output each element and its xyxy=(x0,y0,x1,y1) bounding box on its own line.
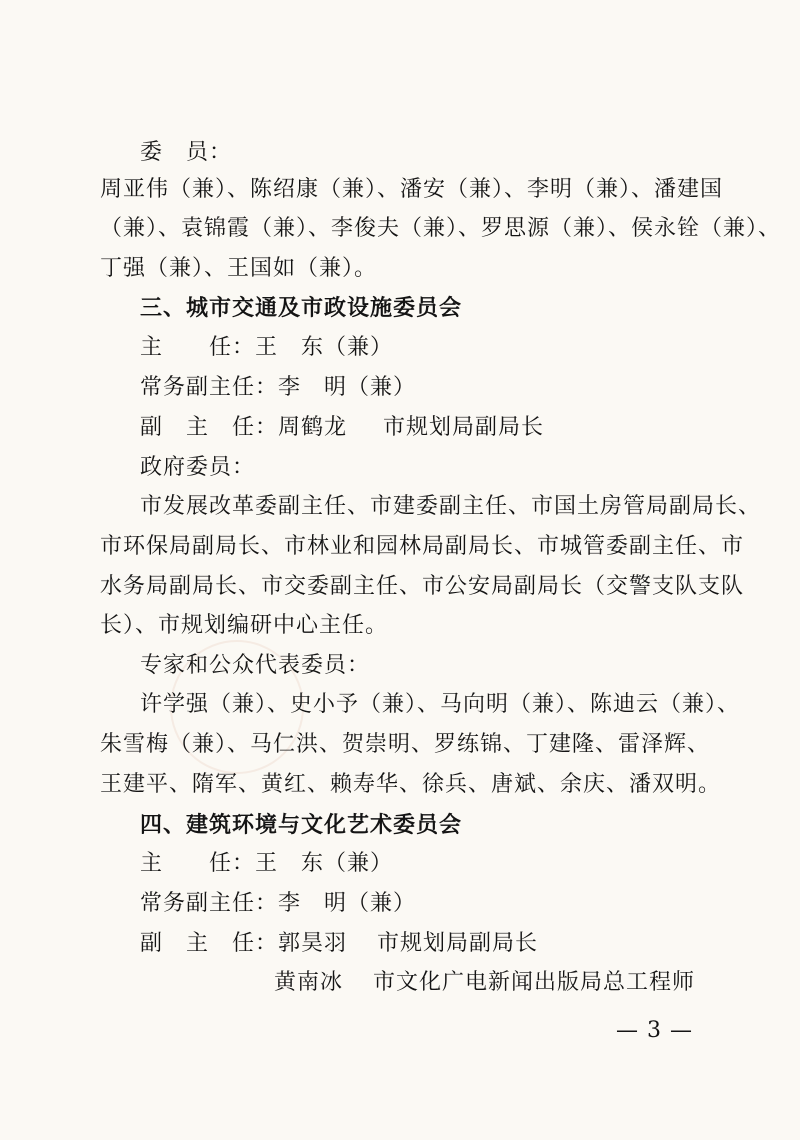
s4-deputy-1-name: 郭昊羽 xyxy=(278,931,348,956)
s3-exec-deputy-row xyxy=(140,373,416,403)
s4-exec-deputy-name: 李 明（兼） xyxy=(278,891,417,916)
s4-exec-deputy-row xyxy=(140,889,416,919)
s3-gov-line-3: 水务局副局长、市交委副主任、市公安局副局长（交警支队支队 xyxy=(100,574,745,599)
section-3-title: 三、城市交通及市政设施委员会 xyxy=(140,295,463,321)
s3-gov-line-1: 市发展改革委副主任、市建委副主任、市国土房管局副局长、 xyxy=(140,494,762,519)
members-label: 委 员： xyxy=(140,140,233,165)
s4-deputy-label: 副 主 任： xyxy=(140,931,279,956)
members-line-3: 丁强（兼）、王国如（兼）。 xyxy=(100,256,378,281)
s3-director-label: 主 任： xyxy=(140,335,256,360)
s3-exec-deputy-name: 李 明（兼） xyxy=(278,375,417,400)
s4-deputy-2-title: 市文化广电新闻出版局总工程师 xyxy=(373,970,696,995)
page-number: — 3 — xyxy=(616,1018,693,1043)
section-4-title: 四、建筑环境与文化艺术委员会 xyxy=(140,812,463,838)
s4-director-label: 主 任： xyxy=(140,851,256,876)
s3-director-name: 王 东（兼） xyxy=(255,335,394,360)
s3-deputy-title: 市规划局副局长 xyxy=(383,415,545,440)
s3-expert-line-1: 许学强（兼）、史小予（兼）、马向明（兼）、陈迪云（兼）、 xyxy=(140,692,741,717)
s3-expert-label: 专家和公众代表委员： xyxy=(140,653,371,678)
s3-gov-line-2: 市环保局副局长、市林业和园林局副局长、市城管委副主任、市 xyxy=(100,534,745,559)
s3-deputy-row xyxy=(140,413,544,443)
s3-expert-line-2: 朱雪梅（兼）、马仁洪、贺崇明、罗练锦、丁建隆、雷泽辉、 xyxy=(100,732,711,757)
s3-gov-line-4: 长）、市规划编研中心主任。 xyxy=(100,613,389,638)
members-line-1: 周亚伟（兼）、陈绍康（兼）、潘安（兼）、李明（兼）、潘建国 xyxy=(100,177,724,202)
s3-exec-deputy-label: 常务副主任： xyxy=(140,375,279,400)
s4-deputy-row-2 xyxy=(274,968,695,998)
s4-deputy-row-1 xyxy=(140,929,538,959)
s3-expert-line-3: 王建平、隋军、黄红、赖寿华、徐兵、唐斌、余庆、潘双明。 xyxy=(100,772,722,797)
s3-deputy-label: 副 主 任： xyxy=(140,415,279,440)
s4-deputy-1-title: 市规划局副局长 xyxy=(377,931,539,956)
s3-gov-members-label: 政府委员： xyxy=(140,455,256,480)
members-line-2: （兼）、袁锦霞（兼）、李俊夫（兼）、罗思源（兼）、侯永铨（兼）、 xyxy=(100,216,782,241)
s3-director-row xyxy=(140,333,393,363)
s4-deputy-2-name: 黄南冰 xyxy=(274,970,344,995)
s3-deputy-name: 周鹤龙 xyxy=(278,415,348,440)
s4-exec-deputy-label: 常务副主任： xyxy=(140,891,279,916)
s4-director-row xyxy=(140,849,393,879)
s4-director-name: 王 东（兼） xyxy=(255,851,394,876)
